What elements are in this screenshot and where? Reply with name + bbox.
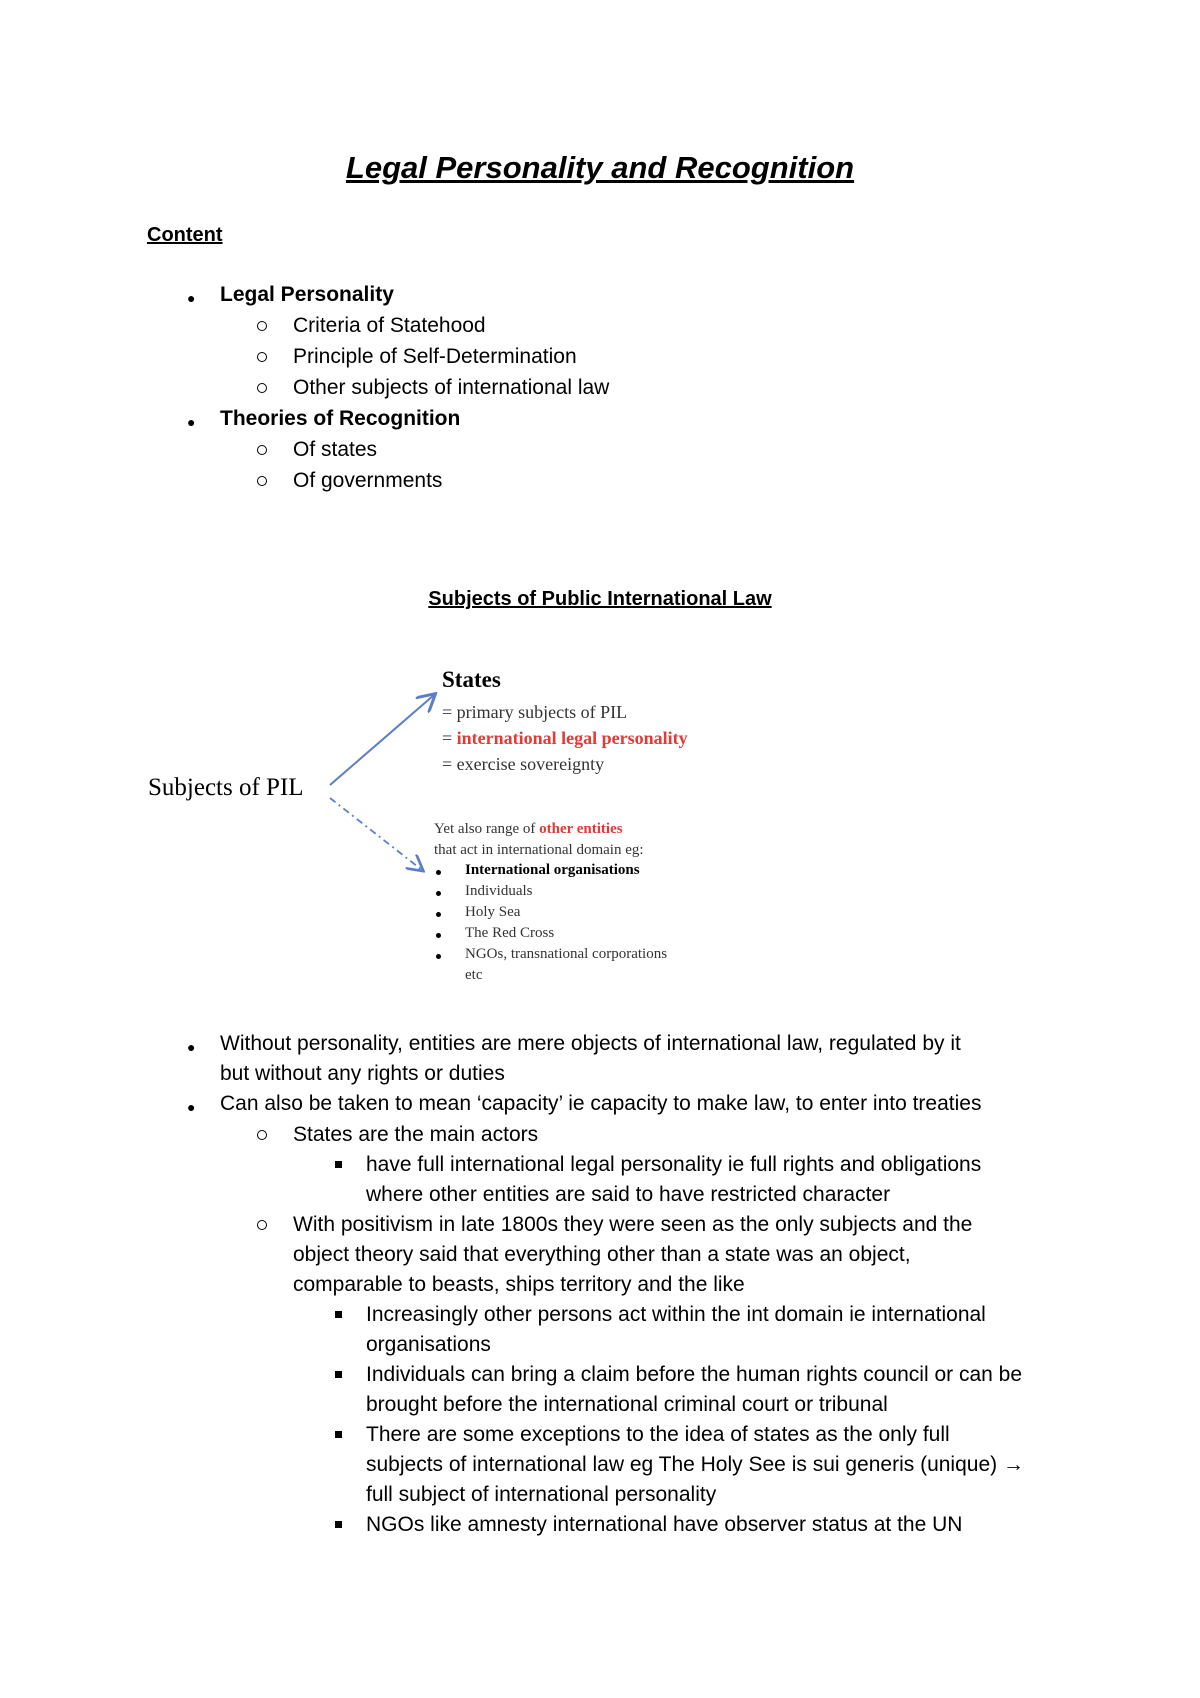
subjects-diagram — [140, 660, 760, 1000]
square-bullet-icon — [335, 1431, 342, 1438]
others-item-red-cross: The Red Cross — [465, 925, 555, 941]
outline-criteria: Criteria of Statehood — [293, 314, 486, 337]
circle-bullet-icon — [257, 352, 267, 362]
outline-theories: Theories of Recognition — [220, 407, 461, 430]
others-intro-line-2: that act in international domain eg: — [434, 842, 644, 858]
body-sub-2c-line-2: subjects of international law eg The Holy See is sui generis (unique) → — [366, 1453, 1024, 1476]
others-item-holy-sea: Holy Sea — [465, 904, 521, 920]
circle-bullet-icon — [257, 476, 267, 486]
body-sub-2c-line-1: There are some exceptions to the idea of states as the only full — [366, 1423, 950, 1446]
document-title: Legal Personality and Recognition — [345, 150, 855, 185]
body-sub-2a-line-2: organisations — [366, 1333, 491, 1356]
body-sub-2d-line-1: NGOs like amnesty international have observer status at the UN — [366, 1513, 963, 1536]
circle-bullet-icon — [257, 1220, 267, 1230]
outline-other-subjects: Other subjects of international law — [293, 376, 610, 399]
bullet-icon: ● — [187, 290, 196, 306]
body-sub-2c-line-3: full subject of international personality — [366, 1483, 717, 1506]
others-item-individuals: Individuals — [465, 883, 533, 899]
square-bullet-icon — [335, 1371, 342, 1378]
outline-legal-personality: Legal Personality — [220, 283, 394, 306]
body-sub-2a-line-1: Increasingly other persons act within the int domain ie international — [366, 1303, 986, 1326]
circle-bullet-icon — [257, 383, 267, 393]
circle-bullet-icon — [257, 445, 267, 455]
outline-of-states: Of states — [293, 438, 378, 461]
body-sub-1: States are the main actors — [293, 1123, 539, 1146]
states-line-2: = international legal personality — [442, 728, 688, 748]
bullet-icon: ● — [187, 1039, 196, 1055]
body-sub-1a-line-2: where other entities are said to have restricted character — [366, 1183, 891, 1206]
circle-bullet-icon — [257, 321, 267, 331]
bullet-icon — [436, 891, 441, 896]
circle-bullet-icon — [257, 1130, 267, 1140]
others-intro-line-1: Yet also range of other entities — [434, 821, 623, 837]
body-bullet-1-line-2: but without any rights or duties — [220, 1062, 505, 1085]
body-bullet-2-line-1: Can also be taken to mean ‘capacity’ ie capacity to make law, to enter into treaties — [220, 1092, 982, 1115]
outline-self-determination: Principle of Self-Determination — [293, 345, 577, 368]
bullet-icon — [436, 870, 441, 875]
body-sub-2b-line-2: brought before the international criminal court or tribunal — [366, 1393, 888, 1416]
states-line-1: = primary subjects of PIL — [442, 702, 628, 722]
square-bullet-icon — [335, 1161, 342, 1168]
bullet-icon — [436, 954, 441, 959]
other-entities-arrow — [330, 798, 422, 870]
bullet-icon: ● — [187, 414, 196, 430]
body-sub-1a-line-1: have full international legal personality ie full rights and obligations — [366, 1153, 982, 1176]
bullet-icon — [436, 933, 441, 938]
others-item-ngos: NGOs, transnational corporations — [465, 946, 668, 962]
body-sub-2-line-2: object theory said that everything other than a state was an object, — [293, 1243, 911, 1266]
others-item-etc: etc — [465, 967, 483, 983]
others-item-international-organisations: International organisations — [465, 862, 640, 878]
diagram-root-label: Subjects of PIL — [148, 774, 304, 801]
states-title: States — [442, 667, 501, 692]
outline-of-governments: Of governments — [293, 469, 443, 492]
subjects-heading: Subjects of Public International Law — [428, 588, 772, 610]
body-bullet-1-line-1: Without personality, entities are mere objects of international law, regulated by it — [220, 1032, 961, 1055]
square-bullet-icon — [335, 1521, 342, 1528]
square-bullet-icon — [335, 1311, 342, 1318]
body-sub-2-line-3: comparable to beasts, ships territory and the like — [293, 1273, 745, 1296]
states-arrow — [330, 695, 434, 785]
body-sub-2-line-1: With positivism in late 1800s they were seen as the only subjects and the — [293, 1213, 973, 1236]
bullet-icon: ● — [187, 1099, 196, 1115]
states-line-3: = exercise sovereignty — [442, 754, 605, 774]
body-sub-2b-line-1: Individuals can bring a claim before the human rights council or can be — [366, 1363, 1023, 1386]
content-heading: Content — [147, 224, 223, 246]
bullet-icon — [436, 912, 441, 917]
